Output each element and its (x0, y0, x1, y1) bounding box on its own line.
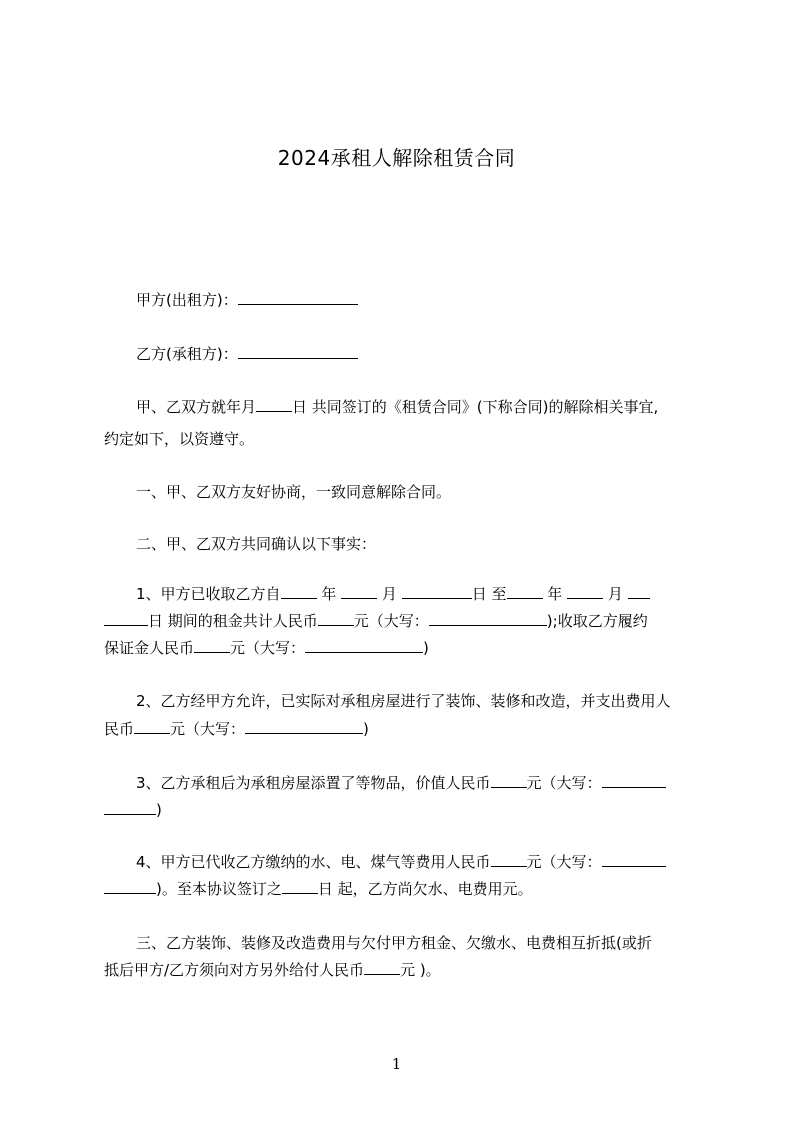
intro-line-1 (104, 391, 736, 423)
item-1-year-label-2: 年 (547, 585, 563, 603)
clause-2-text: 二、甲、乙双方共同确认以下事实： (136, 535, 377, 553)
item-1-close: ) (423, 639, 429, 657)
item-4-blank-words (602, 851, 666, 867)
item-3-yuan: 元（大写： (526, 774, 602, 792)
intro-text-2: 约定如下，以资遵守。 (104, 430, 255, 448)
intro-text-a: 甲、乙双方就年月 (136, 398, 257, 416)
clause-1 (104, 476, 736, 508)
item-1-blank-rent (318, 610, 354, 626)
clause-3-yuan: 元 )。 (400, 961, 441, 979)
party-b-label: 乙方(承租方)： (136, 345, 238, 363)
item-2-yuan: 元（大写： (170, 720, 246, 738)
item-1-blank-day-2 (104, 610, 148, 626)
item-4-blank-words-2 (104, 878, 156, 894)
party-a-line (104, 284, 736, 316)
item-1-blank-rent-words (429, 610, 547, 626)
clause-3-text: 三、乙方装饰、装修及改造费用与欠付甲方租金、欠缴水、电费相互折抵(或折 (136, 934, 652, 952)
item-1-deposit-yuan: 元（大写： (230, 639, 306, 657)
item-1-rent-text: 日 期间的租金共计人民币 (148, 612, 318, 630)
item-2-blank-words (245, 718, 363, 734)
party-b-line (104, 338, 736, 370)
item-1-to-label: 至 (491, 585, 507, 603)
party-a-blank (238, 289, 358, 305)
item-1-blank-deposit-words (305, 637, 423, 653)
item-1-blank-day (402, 583, 472, 599)
item-1-month-label-2: 月 (607, 585, 623, 603)
item-1-blank-year (281, 583, 317, 599)
page-number: 1 (391, 1055, 402, 1073)
item-1-day-label: 日 (471, 585, 487, 603)
item-1-blank-month-2 (567, 583, 603, 599)
item-4-line-2 (104, 873, 704, 905)
item-2-text: 2、乙方经甲方允许，已实际对承租房屋进行了装饰、装修和改造，并支出费用人 (136, 692, 671, 710)
item-2-currency: 民币 (104, 720, 135, 738)
item-4-text: 4、甲方已代收乙方缴纳的水、电、煤气等费用人民币 (136, 853, 491, 871)
clause-3-text-2: 抵后甲方/乙方须向对方另外给付人民币 (104, 961, 365, 979)
item-3-blank-amount (491, 772, 527, 788)
item-4-sign-text: )。至本协议签订之 (156, 880, 282, 898)
item-1-year-label: 年 (321, 585, 337, 603)
item-4-owed-text: 日 起，乙方尚欠水、电费用元。 (317, 880, 533, 898)
item-1-rent-yuan: 元（大写： (353, 612, 429, 630)
item-1-deposit-label: 保证金人民币 (104, 639, 195, 657)
item-2-line-2 (104, 713, 704, 745)
item-1-line-3 (104, 632, 704, 664)
item-1-blank-month (341, 583, 377, 599)
document-title: 2024承租人解除租赁合同 (277, 146, 516, 170)
item-1-month-label: 月 (381, 585, 397, 603)
item-3-blank-words (602, 772, 666, 788)
item-1-blank-deposit (194, 637, 230, 653)
party-a-label: 甲方(出租方)： (136, 291, 238, 309)
intro-blank (256, 396, 292, 412)
clause-3-line-2 (104, 954, 704, 986)
clause-3-blank-amount (364, 959, 400, 975)
item-2-blank-amount (134, 718, 170, 734)
item-1-text: 1、甲方已收取乙方自 (136, 585, 281, 603)
item-3-line-2 (104, 794, 704, 826)
intro-text-b: 日 共同签订的《租赁合同》(下称合同)的解除相关事宜, (292, 398, 659, 416)
item-3-blank-words-2 (104, 799, 156, 815)
item-1-blank-end (628, 583, 650, 599)
item-3-close: ) (156, 801, 162, 819)
item-4-yuan: 元（大写： (526, 853, 602, 871)
item-4-blank-amount (491, 851, 527, 867)
item-1-deposit-text: );收取乙方履约 (546, 612, 648, 630)
item-3-text: 3、乙方承租后为承租房屋添置了等物品，价值人民币 (136, 774, 491, 792)
intro-line-2 (104, 423, 704, 455)
party-b-blank (238, 343, 358, 359)
item-1-blank-year-2 (507, 583, 543, 599)
item-2-close: ) (363, 720, 369, 738)
clause-2 (104, 528, 736, 560)
clause-1-text: 一、甲、乙双方友好协商，一致同意解除合同。 (136, 483, 452, 501)
item-4-blank-date (282, 878, 318, 894)
